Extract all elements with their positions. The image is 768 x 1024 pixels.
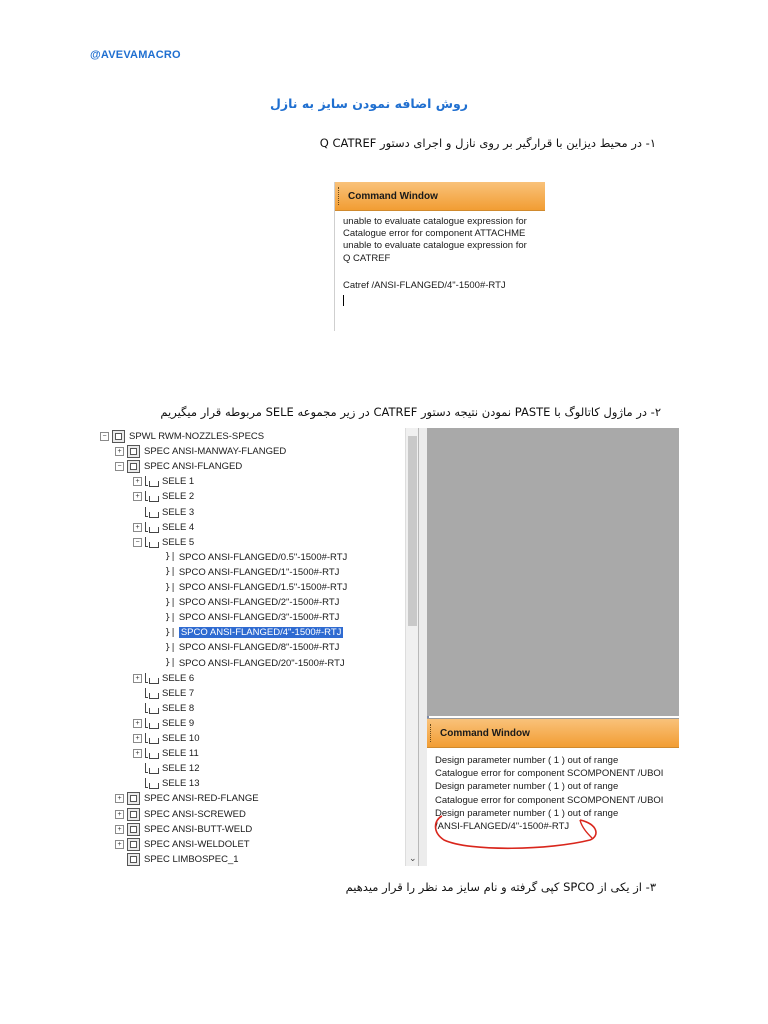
tree-item-sele[interactable] xyxy=(133,474,194,489)
tree-item-label: SELE 2 xyxy=(162,491,195,503)
tree-item-label: SPEC ANSI-MANWAY-FLANGED xyxy=(144,446,287,458)
tree-item-label: SELE 1 xyxy=(162,476,195,488)
step-1-text: ۱- در محیط دیزاین با قرارگیر بر روی نازل و اجرای دستور Q CATREF xyxy=(319,136,656,150)
tree-item-label: SPEC ANSI-SCREWED xyxy=(144,808,246,820)
red-annotation-circle xyxy=(430,810,600,852)
output-line: Design parameter number ( 1 ) out of range xyxy=(435,781,619,793)
selector-icon xyxy=(145,748,157,759)
selector-icon xyxy=(145,688,157,699)
tree-item-sele[interactable] xyxy=(133,701,194,716)
output-line: Catalogue error for component SCOMPONENT /UBOI xyxy=(435,768,664,780)
spec-icon xyxy=(127,823,140,836)
scrollbar-thumb[interactable] xyxy=(408,436,417,626)
component-icon: }| xyxy=(165,597,176,608)
component-icon: }| xyxy=(165,582,176,593)
graphics-view xyxy=(427,428,679,716)
collapse-icon[interactable]: − xyxy=(133,538,142,547)
selector-icon xyxy=(145,491,157,502)
component-icon: }| xyxy=(165,567,176,578)
tree-item-label: SPCO ANSI-FLANGED/20"-1500#-RTJ xyxy=(178,657,345,669)
spec-icon xyxy=(127,853,140,866)
tree-item-sele[interactable] xyxy=(133,489,194,504)
tree-item-label: SELE 5 xyxy=(162,536,195,548)
expand-icon[interactable]: + xyxy=(133,719,142,728)
tree-item-spco[interactable] xyxy=(153,625,343,640)
output-line-blank xyxy=(343,265,545,280)
tree-item-label: SPCO ANSI-FLANGED/4"-1500#-RTJ xyxy=(180,627,342,639)
output-line: unable to evaluate catalogue expression for xyxy=(343,240,527,252)
command-window-output[interactable] xyxy=(335,211,545,306)
grip-handle-icon[interactable] xyxy=(430,724,434,742)
step-2-text: ۲- در ماژول کاتالوگ با PASTE نمودن نتیجه دستور CATREF در زیر مجموعه SELE مربوطه قرار میگیریم xyxy=(160,405,661,419)
spec-icon xyxy=(127,460,140,473)
tree-item-spco[interactable] xyxy=(153,640,339,655)
expand-icon[interactable]: + xyxy=(133,523,142,532)
tree-item-spec[interactable] xyxy=(115,444,286,459)
grip-handle-icon[interactable] xyxy=(338,187,342,205)
component-icon: }| xyxy=(165,612,176,623)
expand-icon[interactable]: + xyxy=(115,447,124,456)
expand-icon[interactable]: + xyxy=(133,734,142,743)
expand-icon[interactable]: + xyxy=(133,477,142,486)
tree-item-label: SPCO ANSI-FLANGED/3"-1500#-RTJ xyxy=(178,612,340,624)
spec-icon xyxy=(127,792,140,805)
command-window-1 xyxy=(334,182,545,331)
tree-item-sele[interactable] xyxy=(133,686,194,701)
tree-item-spec[interactable] xyxy=(115,807,246,822)
selector-icon xyxy=(145,763,157,774)
command-window-title: Command Window xyxy=(440,727,530,739)
tree-item-sele[interactable] xyxy=(133,716,194,731)
command-window-header xyxy=(335,182,545,211)
output-line: Design parameter number ( 1 ) out of range xyxy=(435,755,619,766)
tree-scrollbar[interactable] xyxy=(405,428,419,866)
tree-item-spec[interactable] xyxy=(115,791,259,806)
tree-item-label: SPCO ANSI-FLANGED/0.5"-1500#-RTJ xyxy=(178,551,348,563)
selector-icon xyxy=(145,778,157,789)
tree-item-label: SPEC ANSI-FLANGED xyxy=(144,461,243,473)
tree-item-spec[interactable] xyxy=(115,852,239,866)
component-icon: }| xyxy=(165,658,176,668)
tree-item-sele[interactable] xyxy=(133,520,194,535)
output-line: unable to evaluate catalogue expression for xyxy=(343,216,527,227)
tree-item-sele[interactable] xyxy=(133,746,199,761)
tree-item-label: SPEC ANSI-BUTT-WELD xyxy=(144,823,253,835)
output-line: Q CATREF xyxy=(343,252,391,264)
tree-item-label: SELE 8 xyxy=(162,702,195,714)
tree-item-label: SPEC ANSI-RED-FLANGE xyxy=(144,793,259,805)
collapse-icon[interactable]: − xyxy=(115,462,124,471)
tree-item-spco[interactable] xyxy=(153,550,347,565)
output-line: Catalogue error for component ATTACHME xyxy=(343,228,526,240)
spec-world-icon xyxy=(112,430,125,443)
expand-icon[interactable]: + xyxy=(133,749,142,758)
catalogue-tree[interactable] xyxy=(95,428,405,866)
component-icon: }| xyxy=(165,552,176,563)
tree-item-label: SELE 4 xyxy=(162,521,195,533)
tree-item-spco[interactable] xyxy=(153,595,339,610)
tree-item-label: SELE 3 xyxy=(162,506,195,518)
tree-item-sele[interactable] xyxy=(133,731,200,746)
tree-item-label: SELE 11 xyxy=(162,748,199,760)
page-title: روش اضافه نمودن سایز به نازل xyxy=(270,96,468,111)
collapse-icon[interactable]: − xyxy=(100,432,109,441)
selector-icon xyxy=(145,703,157,714)
tree-item-sele[interactable] xyxy=(133,505,194,520)
tree-item-label: SELE 12 xyxy=(162,763,200,775)
tree-item-spco[interactable] xyxy=(153,610,339,625)
output-line: Catref /ANSI-FLANGED/4"-1500#-RTJ xyxy=(343,279,506,291)
tree-item-label: SPCO ANSI-FLANGED/1.5"-1500#-RTJ xyxy=(178,582,348,593)
component-icon: }| xyxy=(165,627,176,638)
text-cursor xyxy=(343,295,344,306)
tree-item-label: SELE 7 xyxy=(162,687,195,699)
selector-icon xyxy=(145,718,157,729)
scroll-down-icon[interactable]: ⌄ xyxy=(409,854,417,864)
output-line: Catalogue error for component SCOMPONENT /UBOI xyxy=(435,794,664,806)
tree-item-label: SPEC LIMBOSPEC_1 xyxy=(144,853,239,865)
tree-item-spec[interactable] xyxy=(115,459,242,474)
tree-item-label: SPEC ANSI-WELDOLET xyxy=(144,838,250,850)
spec-icon xyxy=(127,808,140,821)
output-line: /ANSI-FLANGED/4"-1500#-RTJ xyxy=(435,821,570,833)
tree-item-spec[interactable] xyxy=(115,822,252,837)
expand-icon[interactable]: + xyxy=(115,840,124,849)
tree-item-label: SPCO ANSI-FLANGED/8"-1500#-RTJ xyxy=(178,642,340,654)
command-window-header xyxy=(427,719,679,748)
expand-icon[interactable]: + xyxy=(133,492,142,501)
selector-icon xyxy=(145,733,157,744)
tree-item-spec[interactable] xyxy=(115,837,250,852)
tree-item-label: SELE 13 xyxy=(162,778,200,790)
selector-icon xyxy=(145,673,157,684)
component-icon: }| xyxy=(165,642,176,653)
selector-icon xyxy=(145,522,157,533)
author-handle: @AVEVAMACRO xyxy=(90,49,181,61)
expand-icon[interactable]: + xyxy=(115,825,124,834)
tree-root-label: SPWL RWM-NOZZLES-SPECS xyxy=(129,431,265,442)
expand-icon[interactable]: + xyxy=(133,674,142,683)
output-line: Design parameter number ( 1 ) out of range xyxy=(435,807,619,819)
step-3-text: ۳- از یکی از SPCO کپی گرفته و نام سایز مد نظر را قرار میدهیم xyxy=(345,880,656,894)
tree-item-label: SPCO ANSI-FLANGED/2"-1500#-RTJ xyxy=(178,597,340,609)
command-window-title: Command Window xyxy=(348,190,438,202)
tree-item-label: SELE 9 xyxy=(162,717,195,729)
tree-root[interactable] xyxy=(100,429,264,444)
spec-icon xyxy=(127,445,140,458)
tree-item-spco[interactable] xyxy=(153,565,339,580)
expand-icon[interactable]: + xyxy=(115,794,124,803)
tree-item-sele[interactable] xyxy=(133,776,200,791)
tree-item-label: SELE 10 xyxy=(162,733,200,744)
selector-icon xyxy=(145,476,157,487)
tree-item-label: SPCO ANSI-FLANGED/1"-1500#-RTJ xyxy=(178,566,340,578)
selector-icon xyxy=(145,537,157,548)
tree-item-label: SELE 6 xyxy=(162,672,195,684)
tree-item-sele[interactable] xyxy=(133,761,200,776)
tree-item-sele[interactable] xyxy=(133,535,194,550)
tree-item-spco[interactable] xyxy=(153,580,347,595)
expand-icon[interactable]: + xyxy=(115,810,124,819)
spec-icon xyxy=(127,838,140,851)
selector-icon xyxy=(145,507,157,518)
tree-item-spco[interactable] xyxy=(153,656,345,671)
tree-item-sele[interactable] xyxy=(133,671,194,686)
